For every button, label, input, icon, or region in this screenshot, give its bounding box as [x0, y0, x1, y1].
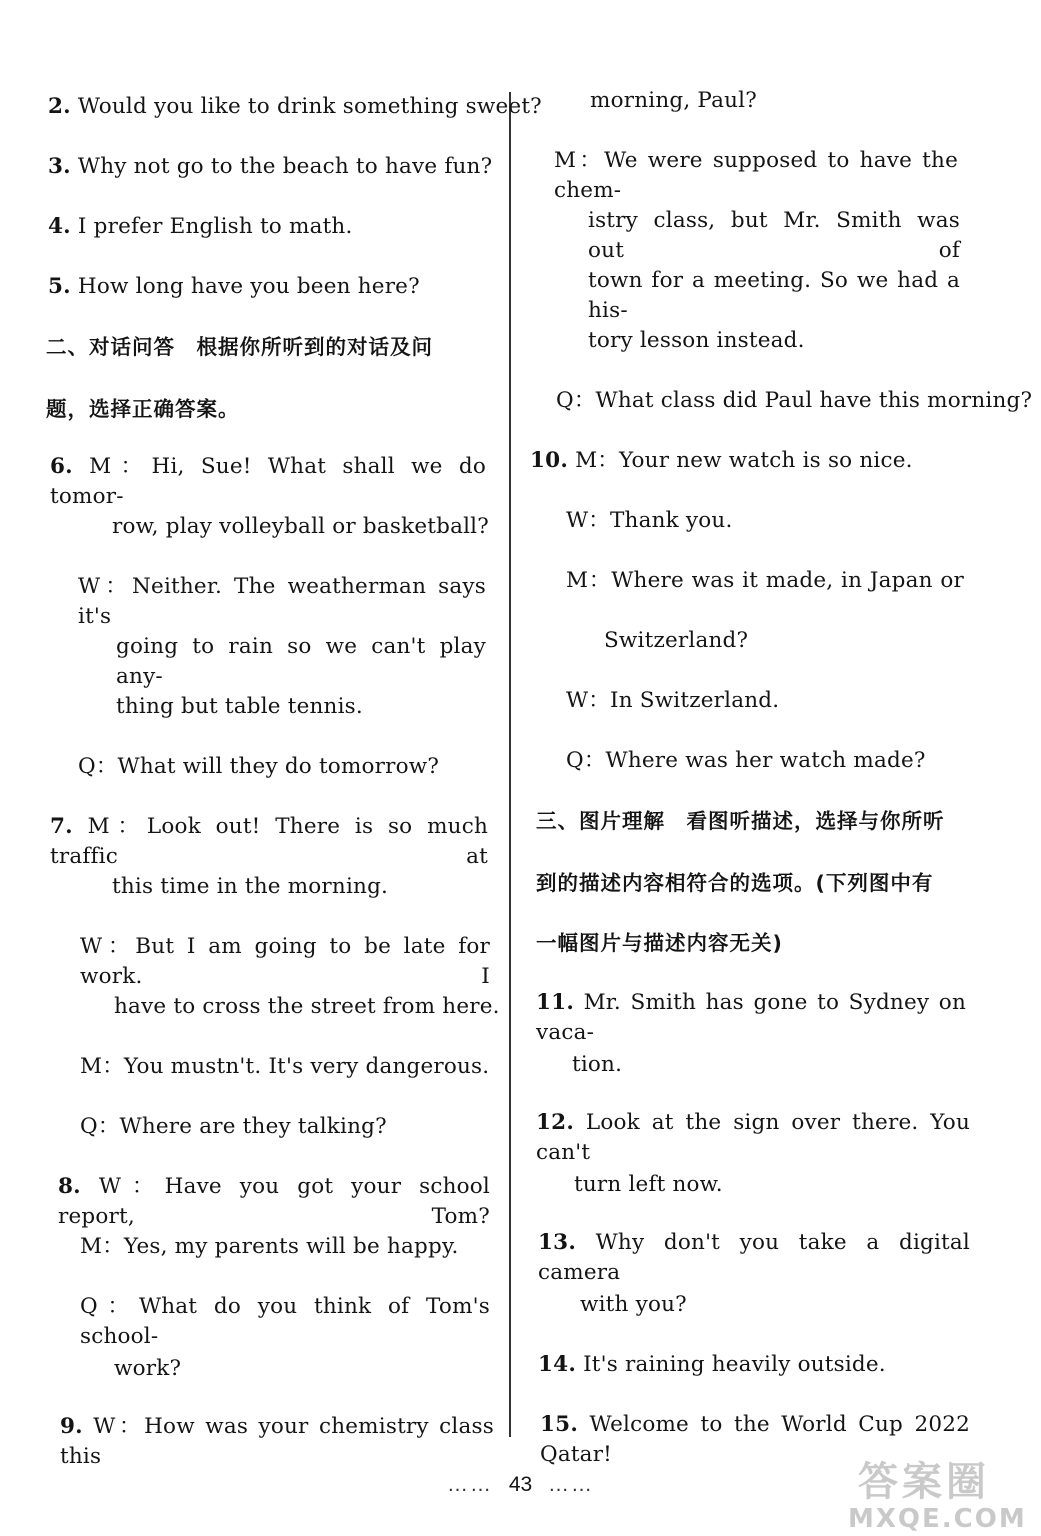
question-item: [536, 988, 966, 1048]
footer-dots-right: ……: [548, 1473, 595, 1496]
question-item: [50, 452, 486, 512]
question-item: [48, 152, 493, 182]
line-text: I prefer English to math.: [77, 214, 353, 239]
line-text: W：But I am going to be late for work. I: [80, 934, 490, 989]
line-text: W：Thank you.: [566, 508, 733, 533]
text-line: [116, 632, 486, 692]
text-line: [80, 1052, 490, 1082]
question-item: [48, 212, 353, 242]
text-line: [588, 206, 960, 266]
text-line: [554, 146, 958, 206]
question-item: [538, 1228, 970, 1288]
watermark-url: MXQE.COM: [848, 1504, 1027, 1534]
line-text: W：In Switzerland.: [566, 688, 780, 713]
question-number: 13.: [538, 1230, 577, 1255]
question-item: [60, 1412, 494, 1472]
line-text: M：You mustn't. It's very dangerous.: [80, 1054, 490, 1079]
line-text: with you?: [580, 1292, 687, 1317]
text-line: [116, 692, 376, 722]
text-line: [572, 1050, 632, 1080]
text-line: [566, 746, 926, 776]
line-text: M：Where was it made, in Japan or: [566, 568, 964, 593]
line-text: W：How was your chemistry class this: [60, 1414, 494, 1469]
page-number: 43: [508, 1473, 533, 1496]
line-text: M：Your new watch is so nice.: [575, 448, 913, 473]
footer-dots-left: ……: [446, 1473, 493, 1496]
question-number: 12.: [536, 1110, 575, 1135]
line-text: Mr. Smith has gone to Sydney on vaca-: [536, 990, 966, 1045]
line-text: M：Hi, Sue! What shall we do tomor-: [50, 454, 486, 509]
section-heading: 三、图片理解 看图听描述，选择与你所听: [536, 809, 945, 833]
text-line: [78, 572, 486, 632]
text-line: [580, 1290, 690, 1320]
column-divider: [509, 92, 511, 1437]
question-number: 8.: [58, 1174, 81, 1199]
line-text: Q：Where are they talking?: [80, 1114, 387, 1139]
text-line: [604, 626, 749, 656]
line-text: W：Have you got your school report, Tom?: [58, 1174, 490, 1229]
question-number: 3.: [48, 154, 71, 179]
question-number: 11.: [536, 990, 575, 1015]
text-line: [112, 512, 489, 542]
question-item: [58, 1172, 490, 1232]
question-item: [536, 1108, 970, 1168]
line-text: M：Yes, my parents will be happy.: [80, 1234, 459, 1259]
question-number: 7.: [50, 814, 73, 839]
line-text: M：Look out! There is so much traffic at: [50, 814, 488, 869]
question-number: 2.: [48, 94, 71, 119]
text-line: [590, 86, 770, 116]
question-item: [50, 812, 488, 872]
line-text: How long have you been here?: [77, 274, 420, 299]
question-number: 14.: [538, 1352, 577, 1377]
question-number: 6.: [50, 454, 73, 479]
question-item: [538, 1350, 886, 1380]
line-text: morning, Paul?: [590, 88, 757, 113]
line-text: Look at the sign over there. You can't: [536, 1110, 970, 1165]
line-text: Would you like to drink something sweet?: [77, 94, 542, 119]
line-text: It's raining heavily outside.: [583, 1352, 886, 1377]
line-text: tion.: [572, 1052, 623, 1077]
line-text: W：Neither. The weatherman says it's: [78, 574, 486, 629]
line-text: Q：What do you think of Tom's school-: [80, 1294, 490, 1349]
question-item: [530, 446, 913, 476]
text-line: [80, 1232, 459, 1262]
text-line: [78, 752, 440, 782]
line-text: row, play volleyball or basketball?: [112, 514, 489, 539]
line-text: work?: [114, 1356, 182, 1381]
section-heading: 到的描述内容相符合的选项。(下列图中有: [536, 871, 934, 895]
section-heading: 二、对话问答 根据你所听到的对话及问: [46, 335, 433, 359]
line-text: Why not go to the beach to have fun?: [77, 154, 493, 179]
section-heading: 一幅图片与描述内容无关): [536, 931, 783, 955]
section-heading: 题，选择正确答案。: [46, 397, 240, 421]
text-line: [588, 326, 805, 356]
text-line: [566, 506, 733, 536]
question-number: 10.: [530, 448, 569, 473]
watermark-text: 答案圈: [858, 1459, 990, 1505]
line-text: Switzerland?: [604, 628, 749, 653]
text-line: [588, 266, 960, 326]
question-number: 15.: [540, 1412, 579, 1437]
line-text: Q：Where was her watch made?: [566, 748, 926, 773]
line-text: M：We were supposed to have the chem-: [554, 148, 958, 203]
text-line: [80, 1112, 387, 1142]
question-number: 4.: [48, 214, 71, 239]
line-text: turn left now.: [574, 1172, 723, 1197]
text-line: [114, 992, 500, 1022]
line-text: Q：What will they do tomorrow?: [78, 754, 440, 779]
text-line: [112, 872, 412, 902]
line-text: this time in the morning.: [112, 874, 389, 899]
question-item: [48, 272, 420, 302]
question-item: [540, 1410, 970, 1470]
text-line: [566, 686, 780, 716]
text-line: [114, 1354, 194, 1384]
question-number: 5.: [48, 274, 71, 299]
line-text: thing but table tennis.: [116, 694, 363, 719]
line-text: Welcome to the World Cup 2022 Qatar!: [540, 1412, 970, 1467]
line-text: have to cross the street from here.: [114, 994, 500, 1019]
page-footer: [0, 1470, 1041, 1500]
line-text: going to rain so we can't play any-: [116, 634, 486, 689]
line-text: istry class, but Mr. Smith was out of: [588, 208, 960, 263]
text-line: [80, 932, 490, 992]
text-line: [556, 386, 1033, 416]
line-text: town for a meeting. So we had a his-: [588, 268, 960, 323]
line-text: Q：What class did Paul have this morning?: [556, 388, 1033, 413]
text-line: [80, 1292, 490, 1352]
question-number: 9.: [60, 1414, 83, 1439]
question-item: [48, 92, 542, 122]
line-text: tory lesson instead.: [588, 328, 805, 353]
line-text: Why don't you take a digital camera: [538, 1230, 970, 1285]
text-line: [566, 566, 964, 596]
text-line: [574, 1170, 724, 1200]
